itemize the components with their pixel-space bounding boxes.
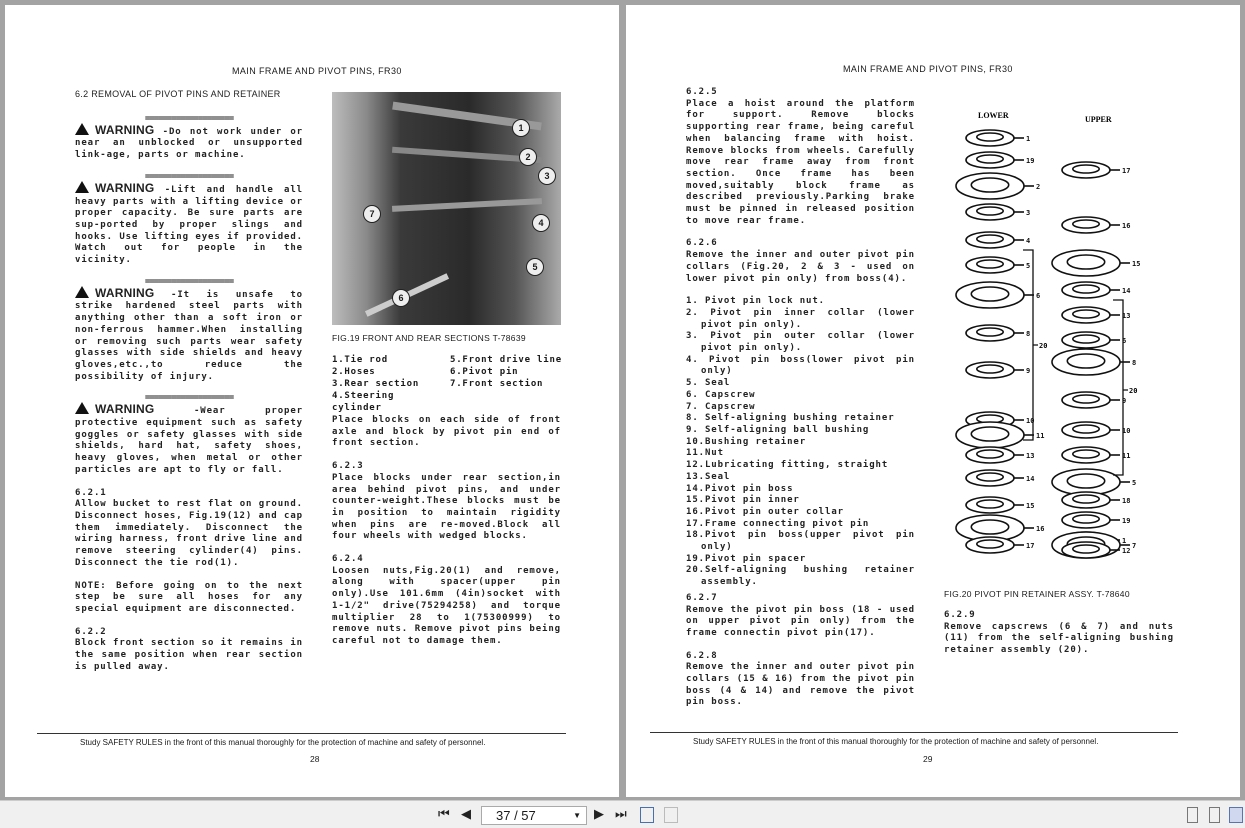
warning-label: WARNING xyxy=(95,285,155,300)
part-label: 15 xyxy=(1026,502,1035,510)
section-title: 6.2 REMOVAL OF PIVOT PINS AND RETAINER xyxy=(75,89,281,99)
left-column xyxy=(75,89,303,684)
page-number-input[interactable] xyxy=(481,806,587,825)
separator: ==================== xyxy=(144,113,234,124)
first-page-button[interactable]: ⏮ xyxy=(438,807,450,822)
part-label: 7 xyxy=(1132,542,1137,550)
warning-label: WARNING xyxy=(95,402,155,417)
part-shape xyxy=(1073,285,1099,293)
part-shape xyxy=(971,178,1008,192)
warning-text: -Do not work under or near an unblocked or unsupported link-age, parts or machine. xyxy=(75,126,303,161)
section-number: 6.2.9 xyxy=(944,610,976,620)
part-shape xyxy=(1073,165,1099,173)
part-shape xyxy=(1073,220,1099,228)
part-label: 12 xyxy=(1122,547,1131,555)
warning-text: -It is unsafe to strike hardened steel parts with anything other than a soft iron or non-ferrous hammer.When installing or removing such parts wear safety glasses with side shields and heavy gloves,etc.,to reduce the possibility of injury. xyxy=(75,289,303,382)
footer-rule xyxy=(37,733,566,734)
part-shape xyxy=(1067,474,1104,488)
part-shape xyxy=(977,133,1003,141)
part-label: 10 xyxy=(1122,427,1131,435)
part-shape xyxy=(1073,310,1099,318)
legend-item: 7.Front section xyxy=(450,379,544,389)
paragraph: Allow bucket to rest flat on ground. Disconnect hoses, Fig.19(12) and cap them immediately. Disconnect the wiring harness, front drive line and remove steering cylinder(4) pins. Disconnect the tie rod(1). xyxy=(75,499,303,568)
page-header: MAIN FRAME AND PIVOT PINS, FR30 xyxy=(843,64,1013,74)
separator: ==================== xyxy=(144,171,234,182)
callout: 1 xyxy=(512,119,530,137)
part-shape xyxy=(1073,545,1099,553)
legend-item: 3.Rear section xyxy=(332,379,420,389)
part-label: 8 xyxy=(1026,330,1031,338)
part-label: 15 xyxy=(1132,260,1141,268)
callout: 3 xyxy=(538,167,556,185)
part-label: 9 xyxy=(1122,397,1127,405)
part-label: 11 xyxy=(1036,432,1045,440)
legend-item: 5.Front drive line xyxy=(450,355,562,365)
paragraph: Remove capscrews (6 & 7) and nuts (11) from the self-aligning bushing retainer assembly (20). xyxy=(944,621,1174,656)
paragraph: Place blocks on each side of front axle and block by pivot pin end of front section. xyxy=(332,415,561,449)
part-label: 1 xyxy=(1026,135,1031,143)
parts-list-item: 12.Lubricating fitting, straight xyxy=(686,460,889,471)
part-shape xyxy=(1073,395,1099,403)
part-shape xyxy=(977,473,1003,481)
parts-list-item: 9. Self-aligning ball bushing xyxy=(686,424,870,435)
chevron-down-icon[interactable]: ▼ xyxy=(573,811,581,820)
paragraph: Remove the pivot pin boss (18 - used on upper pivot pin only) from the frame connectin pivot pin(17). xyxy=(686,604,915,638)
part-label: 8 xyxy=(1132,359,1137,367)
part-shape xyxy=(977,328,1003,336)
fit-width-icon[interactable] xyxy=(664,807,678,823)
legend-item: 6.Pivot pin xyxy=(450,367,519,377)
parts-list xyxy=(686,296,915,589)
left-column xyxy=(686,87,915,720)
part-shape xyxy=(1073,495,1099,503)
section-number: 6.2.8 xyxy=(686,650,718,661)
parts-list-item: 4. Pivot pin boss(lower pivot pin only) xyxy=(686,354,915,377)
parts-list-item: 1. Pivot pin lock nut. xyxy=(686,296,826,307)
section-number: 6.2.7 xyxy=(686,592,718,603)
parts-list-item: 7. Capscrew xyxy=(686,401,756,412)
part-label: 2 xyxy=(1036,183,1041,191)
part-label: 9 xyxy=(1026,367,1031,375)
parts-list-item: 18.Pivot pin boss(upper pivot pin only) xyxy=(686,530,915,553)
part-shape xyxy=(971,287,1008,301)
part-label: 14 xyxy=(1122,287,1131,295)
right-column xyxy=(944,610,1174,668)
part-label: 4 xyxy=(1026,237,1031,245)
paragraph: Loosen nuts,Fig.20(1) and remove, along with spacer(upper pin only).Use 101.6mm (4in)socket with 1-1/2" drive(75294258) and torque multiplier 28 to 1(75300999) to remove nuts. Remove pivot pins being careful not to damage them. xyxy=(332,565,561,646)
parts-list-item: 10.Bushing retainer xyxy=(686,436,807,447)
part-label: 11 xyxy=(1122,452,1131,460)
part-label: 18 xyxy=(1122,497,1131,505)
parts-list-item: 15.Pivot pin inner xyxy=(686,495,800,506)
parts-list-item: 6. Capscrew xyxy=(686,389,756,400)
part-shape xyxy=(1073,425,1099,433)
part-label: 19 xyxy=(1122,517,1131,525)
callout: 4 xyxy=(532,214,550,232)
parts-list-item: 16.Pivot pin outer collar xyxy=(686,506,844,517)
paragraph: Remove the inner and outer pivot pin collars (15 & 16) from the pivot pin boss (4 & 14) and remove the pivot pin boss. xyxy=(686,662,915,708)
fig19-photo xyxy=(332,92,561,325)
part-shape xyxy=(977,235,1003,243)
next-page-button[interactable]: ▶ xyxy=(594,807,604,822)
continuous-view-icon[interactable] xyxy=(1209,807,1220,823)
part-shape xyxy=(977,500,1003,508)
note: NOTE: Before going on to the next step be sure all hoses for any special equipment are disconnected. xyxy=(75,580,303,614)
part-label: 14 xyxy=(1026,475,1035,483)
two-page-view-icon[interactable] xyxy=(1229,807,1243,823)
part-shape xyxy=(1073,515,1099,523)
part-label: 19 xyxy=(1026,157,1035,165)
section-number: 6.2.5 xyxy=(686,87,718,97)
warning-icon xyxy=(75,286,89,298)
part-label: 20 xyxy=(1129,387,1138,395)
fig19-legend xyxy=(332,354,564,414)
separator: ==================== xyxy=(144,276,234,287)
part-label: 6 xyxy=(1036,292,1041,300)
separator: ==================== xyxy=(144,393,234,404)
fig19-caption: FIG.19 FRONT AND REAR SECTIONS T-78639 xyxy=(332,333,526,343)
part-shape xyxy=(971,520,1008,534)
warning-label: WARNING xyxy=(95,180,155,195)
part-shape xyxy=(971,427,1008,441)
callout: 6 xyxy=(392,289,410,307)
fig20-diagram xyxy=(938,100,1178,560)
fit-page-icon[interactable] xyxy=(640,807,654,823)
paragraph: Block front section so it remains in the same position when rear section is pulled away. xyxy=(75,638,303,672)
part-label: 16 xyxy=(1036,525,1045,533)
part-shape xyxy=(977,207,1003,215)
footer-rule xyxy=(650,732,1178,733)
previous-page-button[interactable]: ◀ xyxy=(461,807,471,822)
part-label: 17 xyxy=(1122,167,1131,175)
part-label: 3 xyxy=(1026,209,1031,217)
warning-label: WARNING xyxy=(95,122,155,137)
section-number: 6.2.4 xyxy=(332,554,364,565)
part-label: 5 xyxy=(1026,262,1031,270)
callout: 5 xyxy=(526,258,544,276)
part-label: 1 xyxy=(1122,537,1127,545)
legend-item: 1.Tie rod xyxy=(332,355,388,365)
warning-icon xyxy=(75,402,89,414)
part-shape xyxy=(1067,255,1104,269)
part-shape xyxy=(1067,354,1104,368)
parts-list-item: 20.Self-aligning bushing retainer assembly. xyxy=(686,565,915,588)
part-label: 17 xyxy=(1026,542,1035,550)
callout: 7 xyxy=(363,205,381,223)
page-number: 28 xyxy=(310,754,320,764)
legend-item: 2.Hoses xyxy=(332,367,376,377)
parts-list-item: 13.Seal xyxy=(686,471,731,482)
part-shape xyxy=(977,365,1003,373)
part-shape xyxy=(977,260,1003,268)
parts-list-item: 2. Pivot pin inner collar (lower pivot pin only). xyxy=(686,307,915,330)
page-footer: Study SAFETY RULES in the front of this manual thoroughly for the protection of machine and safety of personnel. xyxy=(693,737,1099,746)
part-label: 20 xyxy=(1039,342,1048,350)
part-shape xyxy=(1073,450,1099,458)
parts-list-item: 5. Seal xyxy=(686,378,731,389)
warning-text: -Lift and handle all heavy parts with a lifting device or proper capacity. Be sure parts are sup-ported by proper slings and hooks. Use lifting eyes if provided. Watch out for people in the vicinity. xyxy=(75,184,303,266)
single-page-view-icon[interactable] xyxy=(1187,807,1198,823)
page-number: 29 xyxy=(923,754,933,764)
part-label: 16 xyxy=(1122,222,1131,230)
right-column xyxy=(332,415,561,659)
legend-item: 4.Steering cylinder xyxy=(332,391,395,413)
lower-label: LOWER xyxy=(978,111,1009,120)
parts-list-item: 11.Nut xyxy=(686,448,724,459)
parts-list-item: 17.Frame connecting pivot pin xyxy=(686,518,870,529)
left-page xyxy=(5,5,619,797)
parts-list-item: 19.Pivot pin spacer xyxy=(686,553,807,564)
part-label: 5 xyxy=(1132,479,1137,487)
paragraph: Remove the inner and outer pivot pin collars (Fig.20, 2 & 3 - used on lower pivot pin only) from boss(4). xyxy=(686,250,915,284)
warning-text: -Wear proper protective equipment such as safety goggles or safety glasses with side shields, hard hat, safety shoes, heavy gloves, when metal or other particles are apt to fly or fall. xyxy=(75,406,303,475)
section-number: 6.2.6 xyxy=(686,238,718,249)
upper-label: UPPER xyxy=(1085,115,1112,124)
part-label: 13 xyxy=(1026,452,1035,460)
part-label: 10 xyxy=(1026,417,1035,425)
section-number: 6.2.2 xyxy=(75,626,107,637)
part-shape xyxy=(1073,335,1099,343)
parts-list-item: 8. Self-aligning bushing retainer xyxy=(686,413,895,424)
fig20-caption: FIG.20 PIVOT PIN RETAINER ASSY. T-78640 xyxy=(944,589,1130,599)
page-indicator: 37 / 57 xyxy=(496,808,536,823)
last-page-button[interactable]: ⏭ xyxy=(615,807,627,822)
part-shape xyxy=(977,450,1003,458)
page-footer: Study SAFETY RULES in the front of this manual thoroughly for the protection of machine and safety of personnel. xyxy=(80,738,486,747)
page-header: MAIN FRAME AND PIVOT PINS, FR30 xyxy=(232,66,402,76)
part-label: 13 xyxy=(1122,312,1131,320)
paragraph: Place blocks under rear section,in area behind pivot pins, and under counter-weight.These blocks must be in position to maintain rigidity when pins are re-moved.Block all four wheels with wedged blocks. xyxy=(332,472,561,542)
right-page xyxy=(626,5,1240,797)
part-shape xyxy=(977,155,1003,163)
parts-list-item: 14.Pivot pin boss xyxy=(686,483,794,494)
warning-icon xyxy=(75,181,89,193)
part-label: 6 xyxy=(1122,337,1127,345)
section-number: 6.2.3 xyxy=(332,461,364,472)
paragraph: Place a hoist around the platform for support. Remove blocks supporting rear frame, being careful when balancing frame with hoist. Remove blocks from wheels. Carefully move rear frame away from front section. Once frame has been moved,suitably block frame as described previously.Parking brake must be pinned in released position to move rear frame. xyxy=(686,98,915,226)
part-shape xyxy=(977,540,1003,548)
parts-list-item: 3. Pivot pin outer collar (lower pivot pin only). xyxy=(686,331,915,354)
callout: 2 xyxy=(519,148,537,166)
warning-icon xyxy=(75,123,89,135)
bottom-toolbar xyxy=(0,800,1245,828)
section-number: 6.2.1 xyxy=(75,487,107,498)
